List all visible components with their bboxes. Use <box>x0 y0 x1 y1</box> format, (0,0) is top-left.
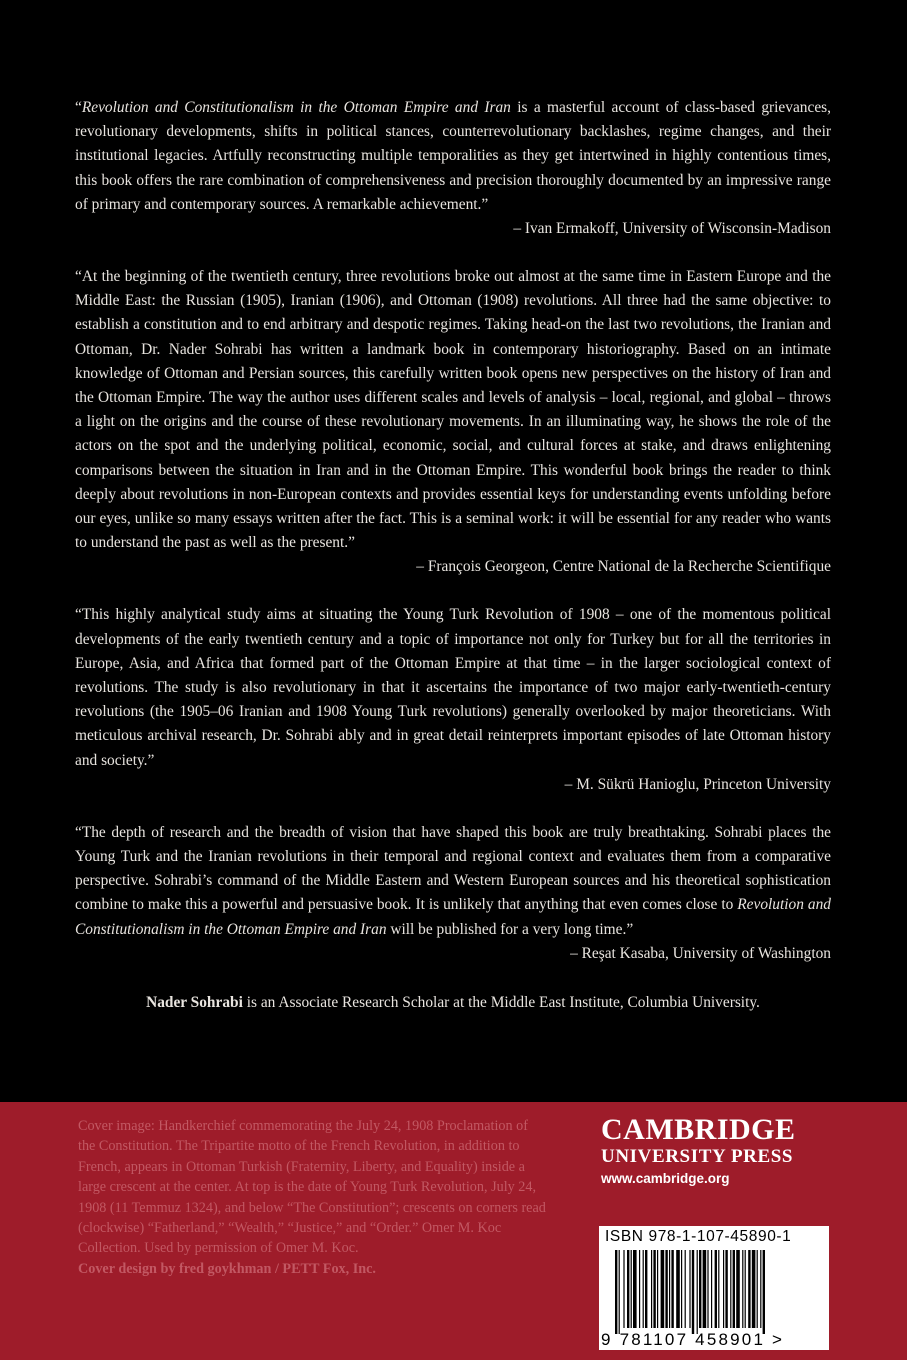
praise-attribution: – Ivan Ermakoff, University of Wisconsin-Madison <box>513 220 831 238</box>
barcode-bar <box>665 1250 667 1328</box>
barcode-bar <box>718 1250 719 1328</box>
barcode-bar <box>742 1250 743 1328</box>
barcode-bar <box>736 1250 740 1328</box>
barcode-bar <box>699 1250 701 1328</box>
barcode-bar <box>748 1250 750 1328</box>
barcode-bar <box>669 1250 670 1328</box>
praise-quote <box>75 821 831 942</box>
barcode-bar <box>703 1250 707 1328</box>
barcode-bar <box>730 1250 731 1328</box>
barcode-bar <box>631 1250 632 1328</box>
praise-blurb <box>75 603 831 796</box>
barcode-bar <box>633 1250 637 1328</box>
barcode-bar <box>707 1250 708 1328</box>
cover-credit-text: Cover image: Handkerchief commemorating the July 24, 1908 Proclamation of the Constitution. The Tripartite motto of the French Revolution, in addition to French, appears in Ottoman Turkish (Fraternity, Liberty, and Equality) inside a large crescent at the center. At top is the date of Young Turk Revolution, July 24, 1908 (11 Temmuz 1324), and below “The Constitution”; crescents on corners read (clockwise) “Fatherland,” “Wealth,” “Justice,” and “Order.” Omer M. Koc Collection. Used by permission of Omer M. Koc. <box>78 1118 546 1257</box>
praise-blurb <box>75 821 831 966</box>
isbn-barcode <box>599 1226 829 1350</box>
author-bio-text: is an Associate Research Scholar at the Middle East Institute, Columbia University. <box>242 994 760 1011</box>
praise-attribution: – François Georgeon, Centre National de la Recherche Scientifique <box>416 558 831 576</box>
publisher-name: CAMBRIDGE <box>601 1113 796 1146</box>
publisher-press: UNIVERSITY PRESS <box>601 1146 794 1167</box>
praise-blurb <box>75 96 831 241</box>
cover-credit <box>78 1116 548 1279</box>
quote-text: will be published for a very long time.” <box>386 920 634 938</box>
barcode-bar <box>681 1250 682 1328</box>
barcode-bar <box>661 1250 665 1328</box>
book-title: Revolution and Constitutionalism in the Ottoman Empire and Iran <box>75 896 831 938</box>
open-quote: “ <box>75 99 82 116</box>
barcode-bar <box>715 1250 717 1328</box>
praise-attribution: – Reşat Kasaba, University of Washington <box>570 944 831 962</box>
barcode-bar <box>619 1250 620 1334</box>
barcode-bar <box>645 1250 647 1328</box>
barcode-bar <box>615 1250 617 1334</box>
publisher-logo <box>601 1114 826 1189</box>
barcode-bar <box>651 1250 652 1328</box>
praise-quote: “This highly analytical study aims at situating the Young Turk Revolution of 1908 – one of the momentous political developments of the early twentieth century and a topic of importance not only for Turkey but for all the territories in Europe, Asia, and Africa that formed part of the Ottoman Empire at that time – in the larger sociological context of revolutions. The study is also revolutionary in that it ascertains the importance of two major early-twentieth-century revolutions (the 1905–06 Iranian and 1908 Young Turk revolutions) generally overlooked by major theoreticians. With meticulous archival research, Dr. Sohrabi ably and in great detail reinterprets important episodes of late Ottoman history and society.” <box>75 606 831 769</box>
author-name: Nader Sohrabi <box>146 994 243 1011</box>
author-bio <box>75 991 831 1015</box>
barcode-bar <box>697 1250 698 1334</box>
cover-design-credit: Cover design by fred goykhman / PETT Fox, Inc. <box>78 1260 376 1277</box>
publisher-url: www.cambridge.org <box>601 1171 730 1186</box>
barcode-bar <box>752 1250 756 1328</box>
barcode-bar <box>763 1250 765 1334</box>
barcode-bar <box>760 1250 761 1328</box>
ean-digits: 9 781107 458901 > <box>601 1330 785 1349</box>
barcode-bar <box>685 1250 686 1328</box>
barcode-bar <box>692 1250 694 1334</box>
barcode-bar <box>676 1250 680 1328</box>
praise-section <box>75 96 831 966</box>
barcode-bar <box>723 1250 724 1328</box>
barcode-bar <box>745 1250 746 1328</box>
barcode-bar <box>689 1250 690 1328</box>
praise-blurb <box>75 265 831 579</box>
barcode-bar <box>733 1250 735 1328</box>
praise-quote <box>75 96 831 217</box>
praise-attribution: – M. Sükrü Hanioglu, Princeton University <box>564 775 831 793</box>
book-title: Revolution and Constitutionalism in the Ottoman Empire and Iran <box>81 99 511 116</box>
quote-text: is a masterful account of class-based grievances, revolutionary developments, shifts in political stances, counterrevolutionary backlashes, regime changes, and their institutional legacies. Artfully reconstructing multiple temporalities as they get intertwined in highly contentious times, this book offers the rare combination of comprehensiveness and precision thoroughly documented by an impressive range of primary and contemporary sources. A remarkable achievement.” <box>75 99 831 213</box>
barcode-bar <box>643 1250 644 1328</box>
barcode-bar <box>711 1250 712 1328</box>
barcode-bar <box>653 1250 655 1328</box>
quote-text: “The depth of research and the breadth of vision that have shaped this book are truly breathtaking. Sohrabi places the Young Turk and the Iranian revolutions in their temporal and regional context and evaluates them from a comparative perspective. Sohrabi’s command of the Middle Eastern and Western European sources and his theoretical sophistication combine to make this a powerful and persuasive book. It is unlikely that anything that even comes close to <box>75 823 831 914</box>
barcode-bar <box>627 1250 629 1328</box>
isbn-label: ISBN 978-1-107-45890-1 <box>605 1228 792 1245</box>
barcode-bar <box>623 1250 624 1328</box>
barcode-bar <box>671 1250 673 1328</box>
barcode-bar <box>657 1250 658 1328</box>
barcode-bar <box>639 1250 640 1328</box>
praise-quote: “At the beginning of the twentieth century, three revolutions broke out almost at the same time in Eastern Europe and the Middle East: the Russian (1905), Iranian (1906), and Ottoman (1908) revolutions. All three had the same objective: to establish a constitution and to end arbitrary and despotic regimes. Taking head-on the last two revolutions, the Iranian and Ottoman, Dr. Nader Sohrabi has written a landmark book in contemporary historiography. Based on an intimate knowledge of Ottoman and Persian sources, this carefully written book opens new perspectives on the history of Iran and the Ottoman Empire. The way the author uses different scales and levels of analysis – local, regional, and global – throws a light on the origins and the course of these revolutionary movements. In an illuminating way, he shows the role of the actors on the spot and the underlying political, economic, social, and cultural forces at stake, and draws enlightening comparisons between the situation in Iran and in the Ottoman Empire. This wonderful book brings the reader to think deeply about revolutions in non-European contexts and provides essential keys for understanding events unfolding before our eyes, unlike so many essays written after the fact. This is a seminal work: it will be essential for any reader who wants to understand the past as well as the present.” <box>75 268 831 552</box>
barcode-bar <box>725 1250 727 1328</box>
barcode-bar <box>757 1250 758 1328</box>
